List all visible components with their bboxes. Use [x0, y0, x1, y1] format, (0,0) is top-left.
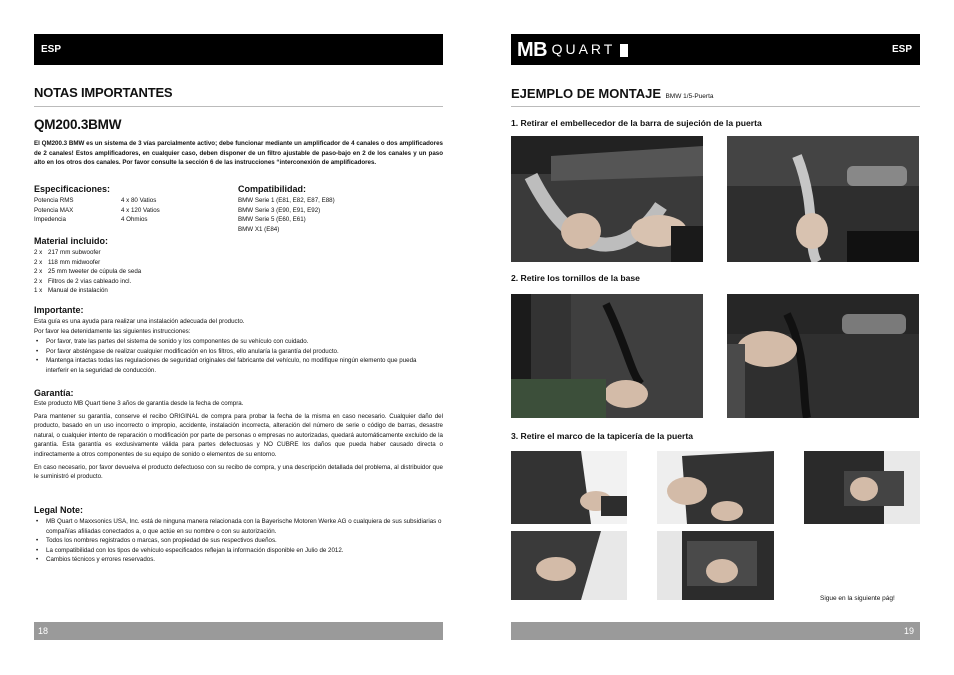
notes-title: NOTAS IMPORTANTES: [34, 85, 173, 100]
legal-body: [34, 517, 443, 565]
photo-step1-a: [511, 136, 703, 262]
photo-step3-a: [511, 451, 627, 524]
photo-step3-d: [511, 531, 627, 600]
photo-step3-e: [657, 531, 774, 600]
right-footer-bar: [511, 622, 920, 640]
list-item: • Cambios técnicos y errores reservados.: [34, 555, 443, 565]
page-number-right: 19: [903, 626, 914, 636]
list-item: • Mantenga intactas todas las regulaciones de seguridad originales del fabricante del vehículo, no modifique ningún elemento que pueda interferir en la seguridad de conducción.: [34, 356, 426, 375]
example-title-row: [511, 85, 714, 103]
spec-row: Impedencia 4 Ohmios: [34, 216, 148, 224]
photo-step3-b: [657, 451, 774, 524]
list-item: • Por favor, trate las partes del sistema de sonido y los componentes de su vehículo con cuidado.: [34, 337, 434, 347]
intro-paragraph: El QM200.3 BMW es un sistema de 3 vías parcialmente activo; debe funcionar mediante un amplificador de 4 canales o dos amplificadores de 2 canales! Estos amplificadores, en cualquier caso, deben disponer de un filtro ajustable de paso-bajo en 2 de los canales y un paso alto en los otros dos canales. Por favor consulte la sección 6 de las instrucciones “interconexión de amplificadores.: [34, 140, 443, 167]
spec-row: Potencia RMS 4 x 80 Vatios: [34, 197, 157, 204]
legal-list: [34, 517, 443, 565]
importante-heading: Importante:: [34, 305, 84, 315]
importante-list: [34, 337, 434, 375]
model-title: QM200.3BMW: [34, 117, 122, 132]
list-item: 2 x 217 mm subwoofer: [34, 249, 101, 256]
photo-step3-e-image: [657, 531, 774, 600]
photo-step2-a: [511, 294, 703, 418]
list-item: • La compatibilidad con los tipos de vehículo especificados reflejan la información disponible en Julio de 2012.: [34, 546, 443, 556]
list-item: 1 x Manual de instalación: [34, 287, 108, 295]
right-header-bar: [511, 34, 920, 65]
importante-body: Esta guía es una ayuda para realizar una instalación adecuada del producto. Por favor lea detenidamente las siguientes instrucciones: • Por favor, trate las partes del sistema de sonido y los componentes de su vehículo con cuidado. • Por favor absténgase de realizar cualquier modificación en los filtros, ello anularía la garantía del producto. • Mantenga intactas todas las regulaciones de seguridad originales del fabricante del vehículo, no modifique ningún elemento que pueda interferir en la seguridad de conducción.: [34, 317, 434, 376]
step-1-label: 1. Retirar el embellecedor de la barra de sujeción de la puerta: [511, 118, 762, 128]
compat-list: BMW Serie 1 (E81, E82, E87, E88) BMW Serie 3 (E90, E91, E92) BMW Serie 5 (E60, E61) BMW X1 (E84): [238, 197, 335, 233]
left-footer-bar: [34, 622, 443, 640]
photo-step3-c-image: [804, 451, 920, 524]
right-language-label: ESP: [891, 44, 912, 55]
legal-heading: Legal Note:: [34, 505, 84, 515]
list-item: • Por favor absténgase de realizar cualquier modificación en los filtros, ello anularía la garantía del producto.: [34, 347, 434, 357]
garantia-body: Este producto MB Quart tiene 3 años de garantía desde la fecha de compra. Para mantener su garantía, conserve el recibo ORIGINAL de compra para probar la fecha de la misma en caso necesario. Cualquier daño del producto, basado en un uso incorrecto o impropio, accidente, instalación incorrecta, alteración del número de serie o código de barras, desastre natural, o cualquier intento de reparación o modificación por parte de personas o empresas no autorizadas, quedará automáticamente excluido de la garantía. Esta garantía es exclusivamente válida para partes defectuosas y NO CUBRE los daños que pueda haber causado directa o indirectamente a otros componentes de su equipo de sonido o elementos de su entorno. En caso necesario, por favor devuelva el producto defectuoso con su recibo de compra, y una descripción detallada del problema, al distribuidor que le suministró el producto.: [34, 400, 443, 481]
continue-note: Sigue en la siguiente pág!: [820, 595, 895, 602]
spec-row: Potencia MAX 4 x 120 Vatios: [34, 206, 160, 214]
divider: [34, 106, 443, 107]
logo-block-icon: [620, 44, 628, 57]
photo-step2-a-image: [511, 294, 703, 418]
page-number-left: 18: [38, 626, 49, 636]
mb-quart-logo: MB QUART: [517, 39, 628, 60]
list-item: 2 x Filtros de 2 vías cableado incl.: [34, 277, 132, 285]
photo-step3-b-image: [657, 451, 774, 524]
photo-step2-b: [727, 294, 919, 418]
list-item: • MB Quart o Maxxsonics USA, Inc. está de ninguna manera relacionada con la Bayerische Motoren Werke AG o cualquiera de sus subsidiarias o compañías afiliadas conectados a, o que actúe en su nombre o con su autorización.: [34, 517, 443, 536]
list-item: 2 x 118 mm midwoofer: [34, 258, 101, 266]
material-heading: Material incluido:: [34, 236, 109, 246]
photo-step3-d-image: [511, 531, 627, 600]
compat-heading: Compatibilidad:: [238, 184, 306, 194]
photo-step1-b: [727, 136, 919, 262]
specs-heading: Especificaciones:: [34, 184, 111, 194]
material-list: [34, 248, 141, 296]
photo-step1-a-image: [511, 136, 703, 262]
photo-step3-c: [804, 451, 920, 524]
photo-step2-b-image: [727, 294, 919, 418]
step-3-label: 3. Retire el marco de la tapicería de la puerta: [511, 431, 693, 441]
specs-table: [34, 196, 234, 225]
list-item: • Todos los nombres registrados o marcas, son propiedad de sus respectivos dueños.: [34, 536, 443, 546]
photo-step3-a-image: [511, 451, 627, 524]
divider: [511, 106, 920, 107]
left-header-bar: [34, 34, 443, 65]
left-language-label: ESP: [41, 44, 62, 55]
list-item: 2 x 25 mm tweeter de cúpula de seda: [34, 268, 142, 276]
example-subtitle: BMW 1/5-Puerta: [665, 93, 714, 100]
example-title: EJEMPLO DE MONTAJE: [511, 86, 662, 101]
photo-step1-b-image: [727, 136, 919, 262]
step-2-label: 2. Retire los tornillos de la base: [511, 273, 640, 283]
garantia-heading: Garantía:: [34, 388, 74, 398]
